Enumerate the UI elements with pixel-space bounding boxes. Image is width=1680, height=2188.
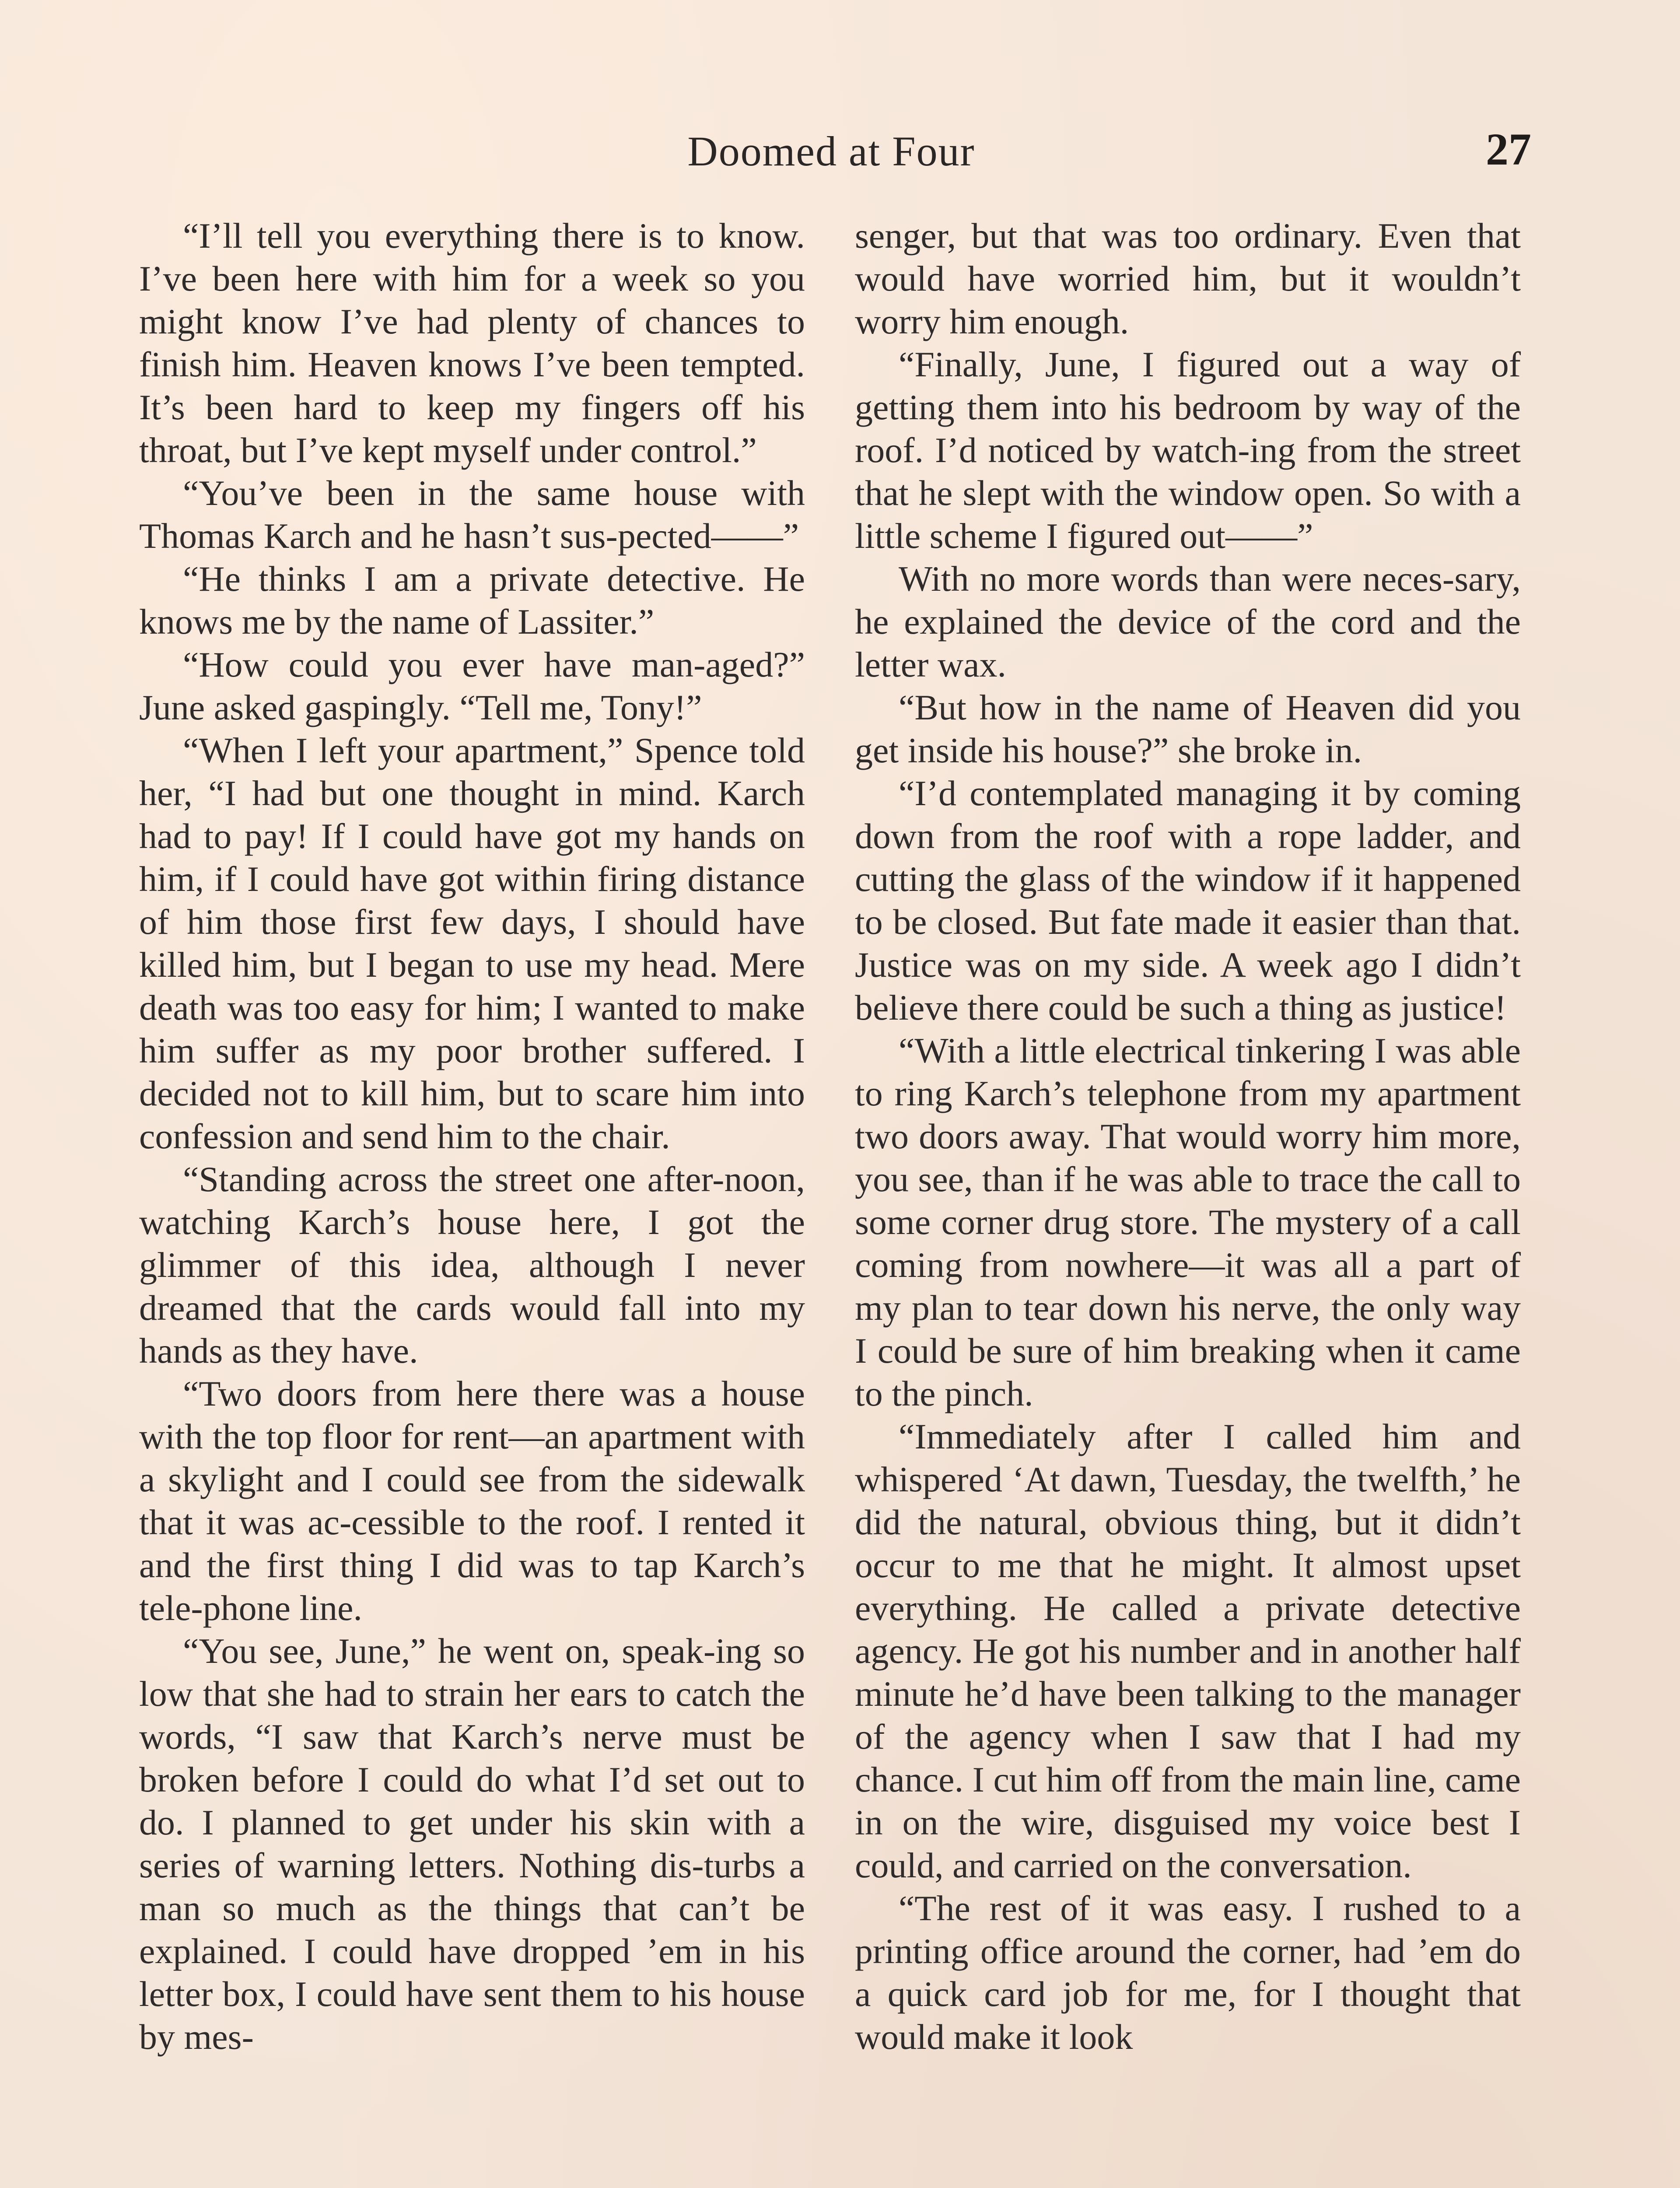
paragraph: “But how in the name of Heaven did you get inside his house?” she broke in. — [855, 687, 1521, 770]
paragraph: “Finally, June, I figured out a way of getting them into his bedroom by way of the roof. I’d noticed by watch-ing from the street that he slept with the window open. So with a little scheme I figured out——” — [855, 344, 1521, 556]
paragraph: “The rest of it was easy. I rushed to a printing office around the corner, had ’em do a quick card job for me, for I thought that would make it look — [855, 1888, 1521, 2057]
paragraph: “I’d contemplated managing it by coming down from the roof with a rope ladder, and cutting the glass of the window if it happened to be closed. But fate made it easier than that. Justice was on my side. A week ago I didn’t believe there could be such a thing as justice! — [855, 773, 1521, 1027]
right-column — [855, 214, 1521, 2058]
paragraph: “Standing across the street one after-noon, watching Karch’s house here, I got the glimmer of this idea, although I never dreamed that the cards would fall into my hands as they have. — [139, 1159, 805, 1371]
left-column — [139, 214, 805, 2058]
page-header — [0, 124, 1680, 197]
paragraph-continuation: senger, but that was too ordinary. Even that would have worried him, but it wouldn’t worry him enough. — [855, 216, 1521, 341]
paragraph: “With a little electrical tinkering I was able to ring Karch’s telephone from my apartment two doors away. That would worry him more, you see, than if he was able to trace the call to some corner drug store. The mystery of a call coming from nowhere—it was all a part of my plan to tear down his nerve, the only way I could be sure of him breaking when it came to the pinch. — [855, 1031, 1521, 1413]
page-number: 27 — [1486, 124, 1531, 175]
paragraph: “How could you ever have man-aged?” June asked gaspingly. “Tell me, Tony!” — [139, 645, 805, 727]
paragraph: “I’ll tell you everything there is to know. I’ve been here with him for a week so you might know I’ve had plenty of chances to finish him. Heaven knows I’ve been tempted. It’s been hard to keep my fingers off his throat, but I’ve kept myself under control.” — [139, 216, 805, 470]
running-title: Doomed at Four — [687, 128, 975, 175]
paragraph: “Immediately after I called him and whispered ‘At dawn, Tuesday, the twelfth,’ he did the natural, obvious thing, but it didn’t occur to me that he might. It almost upset everything. He called a private detective agency. He got his number and in another half minute he’d have been talking to the manager of the agency when I saw that I had my chance. I cut him off from the main line, came in on the wire, disguised my voice best I could, and carried on the conversation. — [855, 1417, 1521, 1885]
paragraph: “Two doors from here there was a house with the top floor for rent—an apartment with a skylight and I could see from the sidewalk that it was ac-cessible to the roof. I rented it and the first thing I did was to tap Karch’s tele-phone line. — [139, 1374, 805, 1628]
paragraph: With no more words than were neces-sary, he explained the device of the cord and the letter wax. — [855, 559, 1521, 684]
paragraph: “When I left your apartment,” Spence told her, “I had but one thought in mind. Karch had to pay! If I could have got my hands on him, if I could have got within firing distance of him those first few days, I should have killed him, but I began to use my head. Mere death was too easy for him; I wanted to make him suffer as my poor brother suffered. I decided not to kill him, but to scare him into confession and send him to the chair. — [139, 730, 805, 1156]
paragraph: “You’ve been in the same house with Thomas Karch and he hasn’t sus-pected——” — [139, 473, 805, 556]
paragraph: “You see, June,” he went on, speak-ing so low that she had to strain her ears to catch the words, “I saw that Karch’s nerve must be broken before I could do what I’d set out to do. I planned to get under his skin with a series of warning letters. Nothing dis-turbs a man so much as the things that can’t be explained. I could have dropped ’em in his letter box, I could have sent them to his house by mes- — [139, 1631, 805, 2057]
paragraph: “He thinks I am a private detective. He knows me by the name of Lassiter.” — [139, 559, 805, 642]
